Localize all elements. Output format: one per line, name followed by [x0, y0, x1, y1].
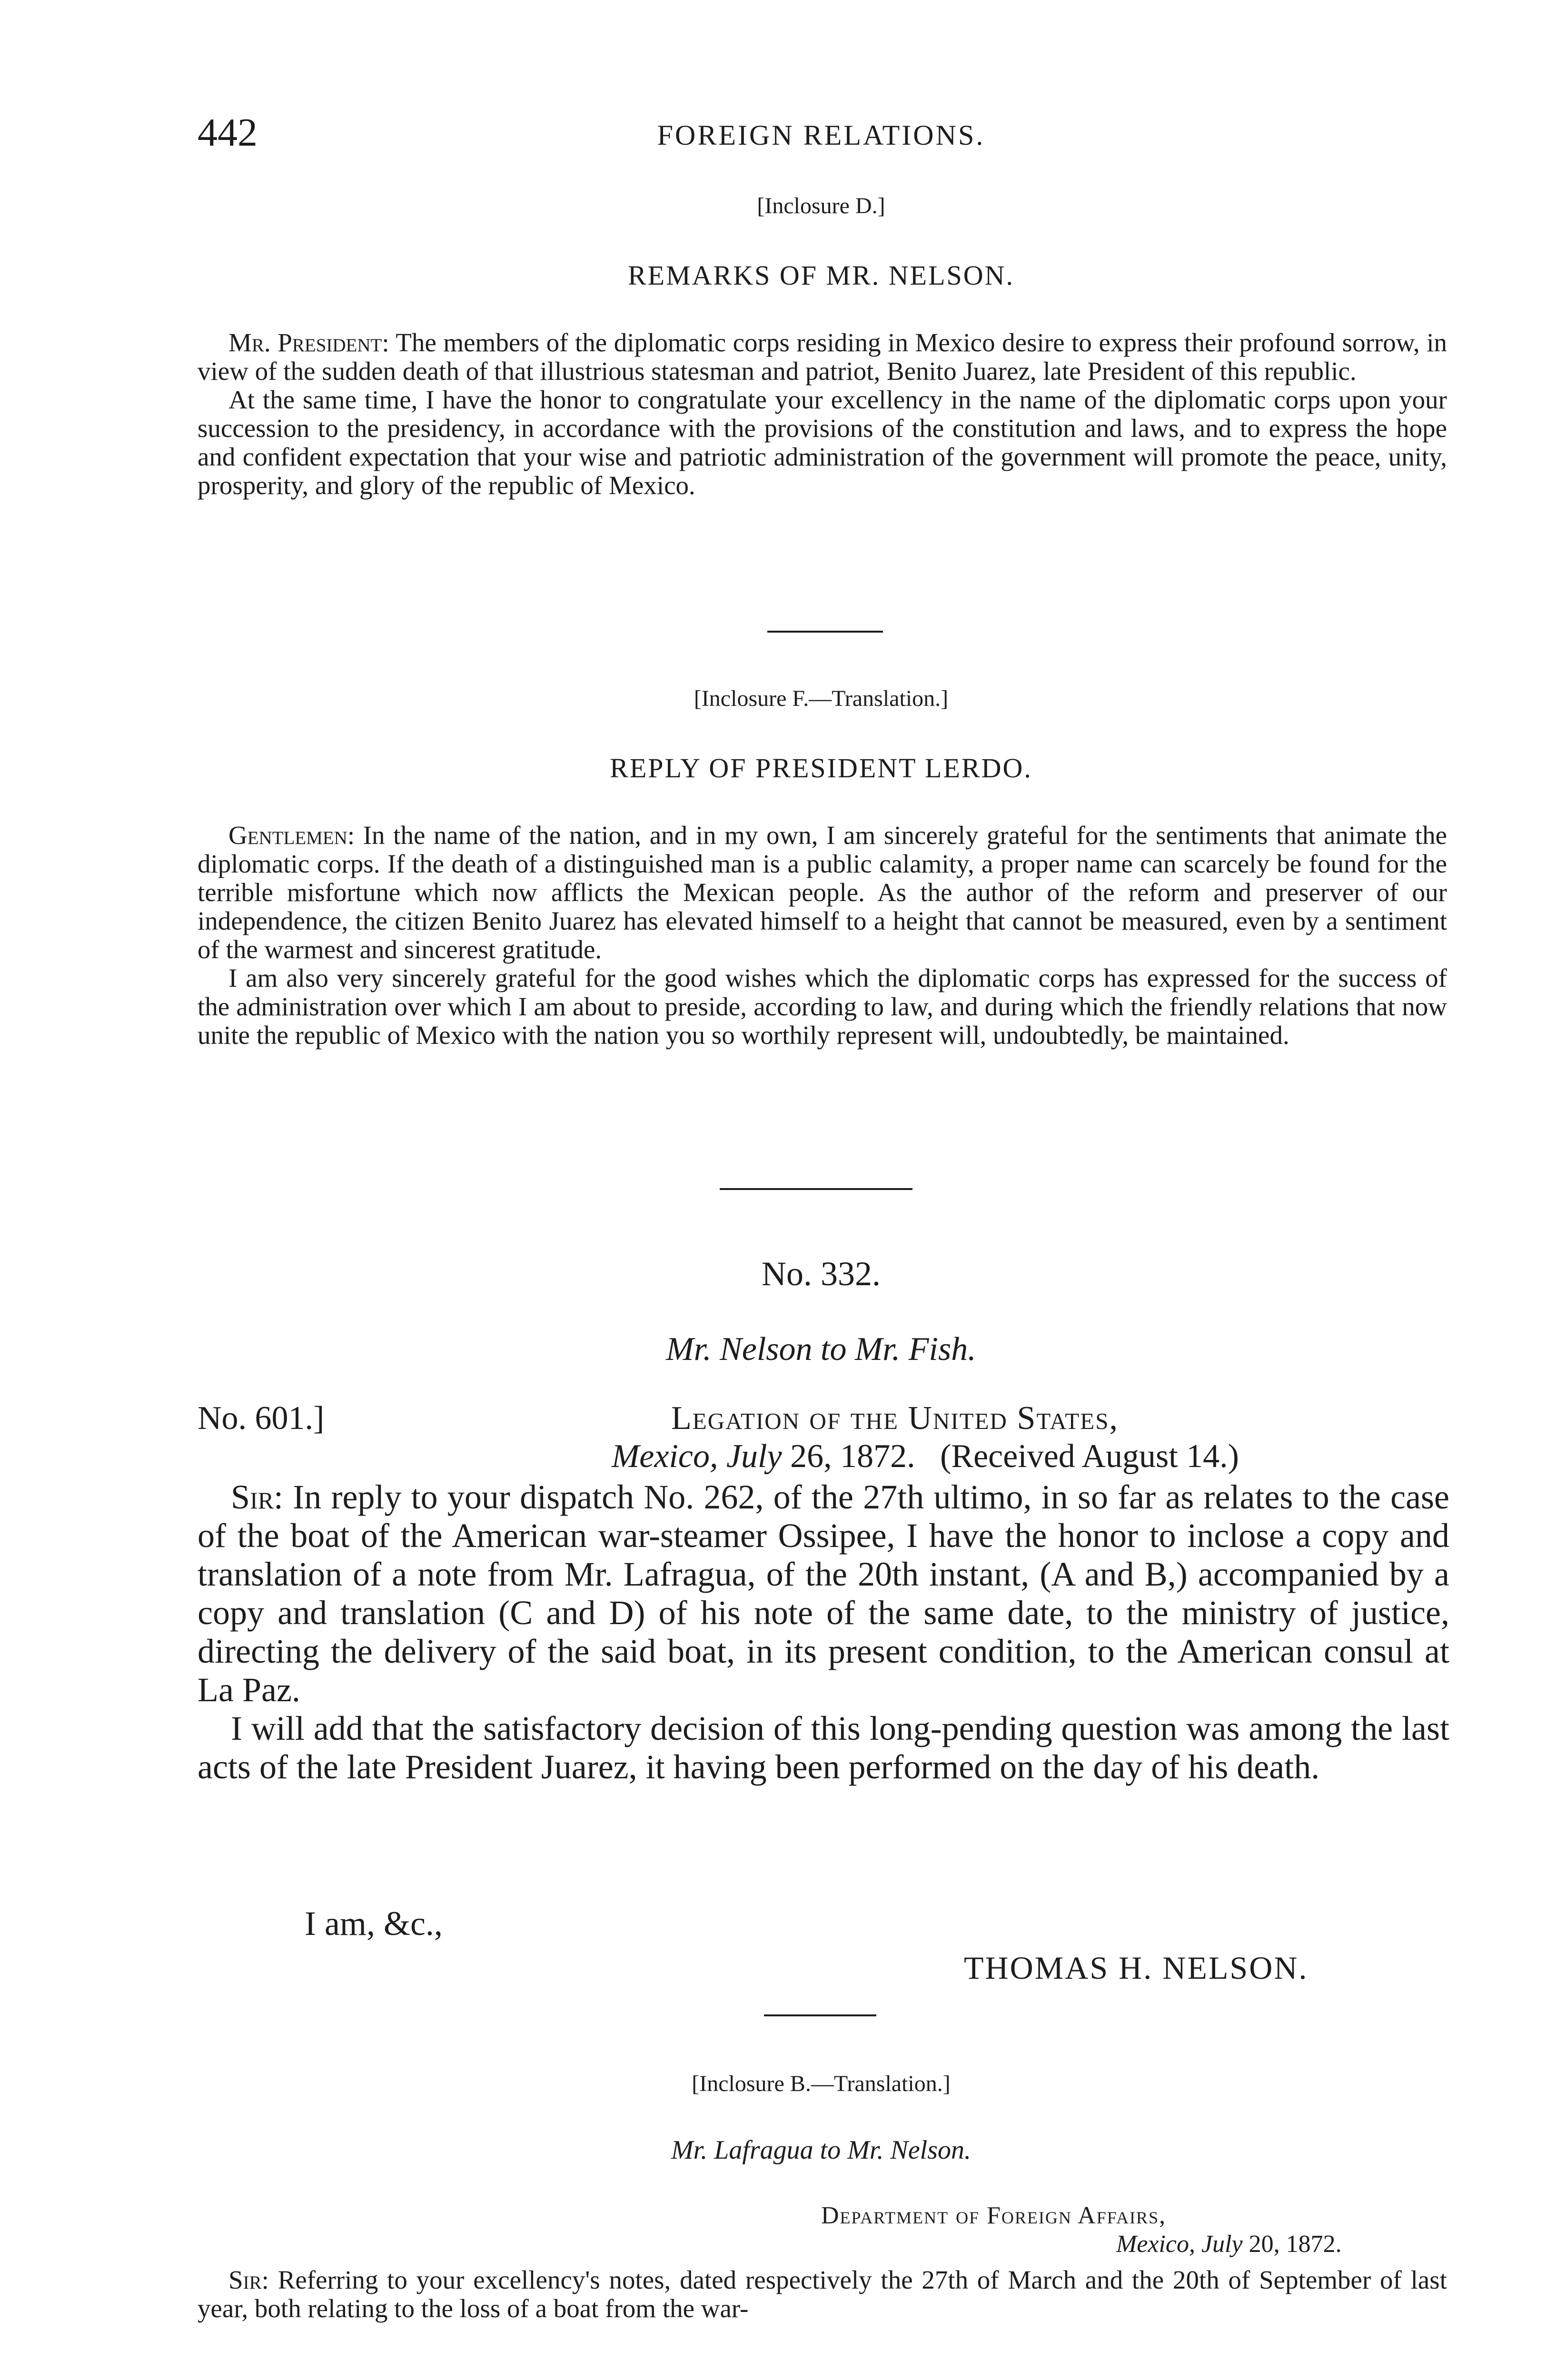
legation-line: Legation of the United States,	[671, 1400, 1119, 1437]
inclosure-b-heading: Mr. Lafragua to Mr. Nelson.	[671, 2135, 971, 2165]
inclosure-f-tag: [Inclosure F.—Translation.]	[694, 686, 949, 711]
section-divider	[764, 2014, 876, 2016]
signature: THOMAS H. NELSON.	[964, 1950, 1308, 1986]
inclosure-f-body	[198, 821, 1447, 1050]
inclosure-d-title: REMARKS OF MR. NELSON.	[627, 260, 1015, 291]
department-line: Department of Foreign Affairs,	[821, 2202, 1167, 2229]
inclosure-f-paragraph-2: I am also very sincerely grateful for the good wishes which the diplomatic corps has expressed for the success of the administration over which I am about to preside, according to law, and during which the friendly relations that now unite the republic of Mexico with the nation you so worthily represent will, undoubtedly, be maintained.	[198, 963, 1447, 1050]
section-divider	[767, 631, 883, 633]
document-332-salutation: Sir	[231, 1478, 274, 1516]
inclosure-b-tag: [Inclosure B.—Translation.]	[692, 2071, 951, 2096]
inclosure-f-paragraph-1-text: : In the name of the nation, and in my own, I am sincerely grateful for the sentiments that animate the diplomatic corps. If the death of a distinguished man is a public calamity, a proper name can scarcely be found for the terrible misfortune which now afflicts the Mexican people. As the author of the reform and preserver of our independence, the citizen Benito Juarez has elevated himself to a height that cannot be measured, even by a sentiment of the warmest and sincerest gratitude.	[198, 821, 1447, 964]
inclosure-f-paragraph-1	[198, 821, 1447, 964]
document-332-heading: Mr. Nelson to Mr. Fish.	[666, 1331, 976, 1368]
inclosure-d-salutation: Mr. President	[228, 328, 382, 357]
inclosure-d-paragraph-2: At the same time, I have the honor to congratulate your excellency in the name of the diplomatic corps upon your succession to the presidency, in accordance with the provisions of the constitution and laws, and to express the hope and confident expectation that your wise and patriotic administration of the government will promote the peace, unity, prosperity, and glory of the republic of Mexico.	[198, 385, 1447, 500]
closing-line: I am, &c.,	[305, 1904, 443, 1943]
inclosure-b-salutation: Sir	[228, 2265, 262, 2294]
dispatch-date: 26, 1872.	[782, 1438, 915, 1475]
dispatch-number: No. 601.]	[198, 1400, 325, 1437]
inclosure-b-paragraph-1	[198, 2266, 1447, 2323]
page-header	[198, 109, 1445, 162]
dispatch-place-date	[612, 1438, 1239, 1476]
inclosure-b-paragraph-1-text: : Referring to your excellency's notes, dated respectively the 27th of March and the 20th of September of last year, both relating to the loss of a boat from the war-	[198, 2265, 1447, 2323]
document-332-paragraph-1-text: : In reply to your dispatch No. 262, of the 27th ultimo, in so far as relates to the case of the boat of the American war-steamer Ossipee, I have the honor to inclose a copy and translation of a note from Mr. Lafragua, of the 20th instant, (A and B,) accompanied by a copy and translation (C and D) of his note of the same date, to the ministry of justice, directing the delivery of the said boat, in its present condition, to the American consul at La Paz.	[198, 1478, 1449, 1709]
dispatch-place: Mexico, July	[612, 1438, 782, 1475]
inclosure-d-tag: [Inclosure D.]	[757, 193, 885, 218]
department-place-date	[1116, 2230, 1342, 2258]
section-divider	[720, 1188, 912, 1190]
department-place: Mexico, July	[1116, 2231, 1243, 2258]
inclosure-b-body	[198, 2266, 1447, 2323]
running-head: FOREIGN RELATIONS.	[657, 119, 985, 151]
document-332-paragraph-1	[198, 1478, 1449, 1709]
document-332-body	[198, 1478, 1449, 1786]
inclosure-d-paragraph-1	[198, 328, 1447, 386]
inclosure-f-salutation: Gentlemen	[228, 821, 347, 850]
department-date: 20, 1872.	[1242, 2231, 1342, 2258]
document-number: No. 332.	[762, 1255, 881, 1293]
inclosure-f-title: REPLY OF PRESIDENT LERDO.	[610, 753, 1032, 783]
page-number: 442	[198, 110, 258, 155]
inclosure-d-paragraph-1-text: : The members of the diplomatic corps residing in Mexico desire to express their profound sorrow, in view of the sudden death of that illustrious statesman and patriot, Benito Juarez, late President of this republic.	[198, 328, 1447, 386]
document-332-paragraph-2: I will add that the satisfactory decision of this long-pending question was among the last acts of the late President Juarez, it having been performed on the day of his death.	[198, 1709, 1449, 1786]
dispatch-received: (Received August 14.)	[940, 1438, 1239, 1475]
inclosure-d-body	[198, 328, 1447, 500]
